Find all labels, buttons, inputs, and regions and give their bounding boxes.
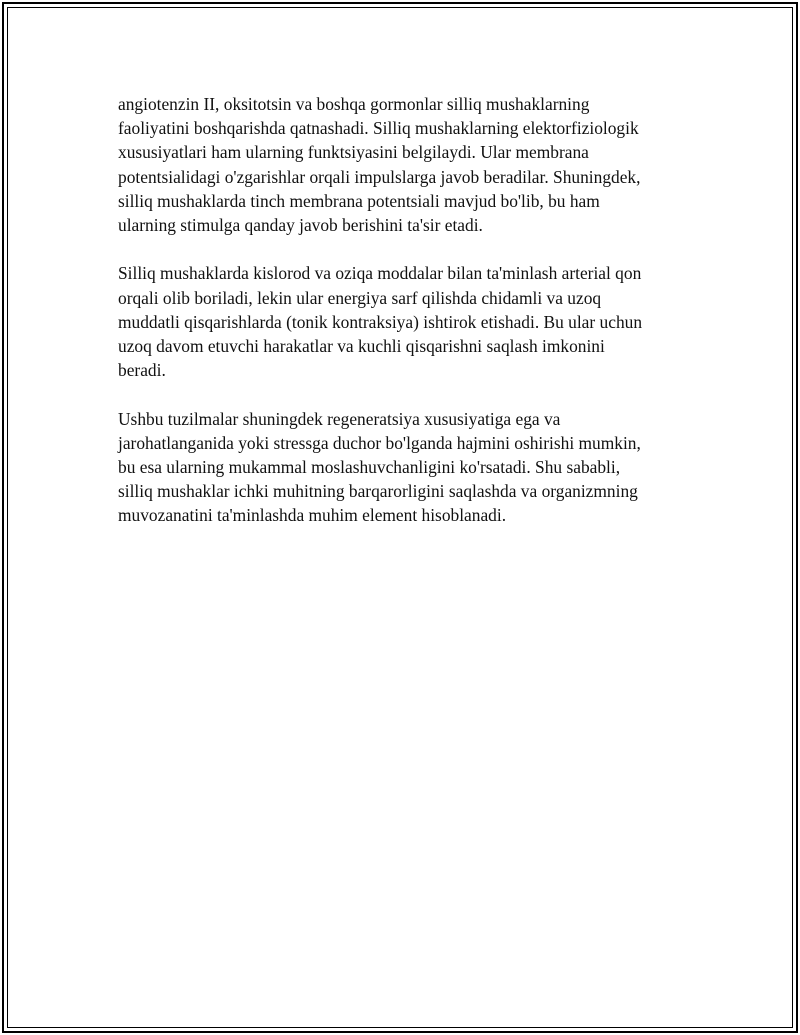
document-body xyxy=(118,92,678,552)
text-line: angiotenzin II, oksitotsin va boshqa gormonlar silliq mushaklarning xyxy=(118,94,590,114)
text-line: orqali olib boriladi, lekin ular energiya sarf qilishda chidamli va uzoq xyxy=(118,287,602,308)
text-line: silliq mushaklar ichki muhitning barqarorligini saqlashda va organizmning xyxy=(118,481,638,502)
text-line: ularning stimulga qanday javob berishini ta'sir etadi. xyxy=(118,215,483,236)
text-line: uzoq davom etuvchi harakatlar va kuchli qisqarishni saqlash imkonini xyxy=(118,336,605,357)
text-line: potentsialidagi o'zgarishlar orqali impulslarga javob beradilar. Shuningdek, xyxy=(118,166,641,187)
paragraph-2 xyxy=(118,261,678,382)
text-line: xususiyatlari ham ularning funktsiyasini belgilaydi. Ular membrana xyxy=(118,142,589,163)
text-line: muvozanatini ta'minlashda muhim element hisoblanadi. xyxy=(118,505,507,526)
text-line: silliq mushaklarda tinch membrana potentsiali mavjud bo'lib, bu ham xyxy=(118,190,600,211)
text-line: muddatli qisqarishlarda (tonik kontraksiya) ishtirok etishadi. Bu ular uchun xyxy=(118,311,643,332)
text-line: Ushbu tuzilmalar shuningdek regeneratsiya xususiyatiga ega va xyxy=(118,408,561,429)
text-line: faoliyatini boshqarishda qatnashadi. Silliq mushaklarning elektorfiziologik xyxy=(118,118,639,139)
paragraph-3 xyxy=(118,407,678,528)
text-line: jarohatlanganida yoki stressga duchor bo'lganda hajmini oshirishi mumkin, xyxy=(118,432,641,453)
text-line: Silliq mushaklarda kislorod va oziqa moddalar bilan ta'minlash arterial qon xyxy=(118,263,642,284)
text-line: beradi. xyxy=(118,360,166,381)
text-line: bu esa ularning mukammal moslashuvchanligini ko'rsatadi. Shu sababli, xyxy=(118,457,621,478)
paragraph-1 xyxy=(118,92,678,237)
